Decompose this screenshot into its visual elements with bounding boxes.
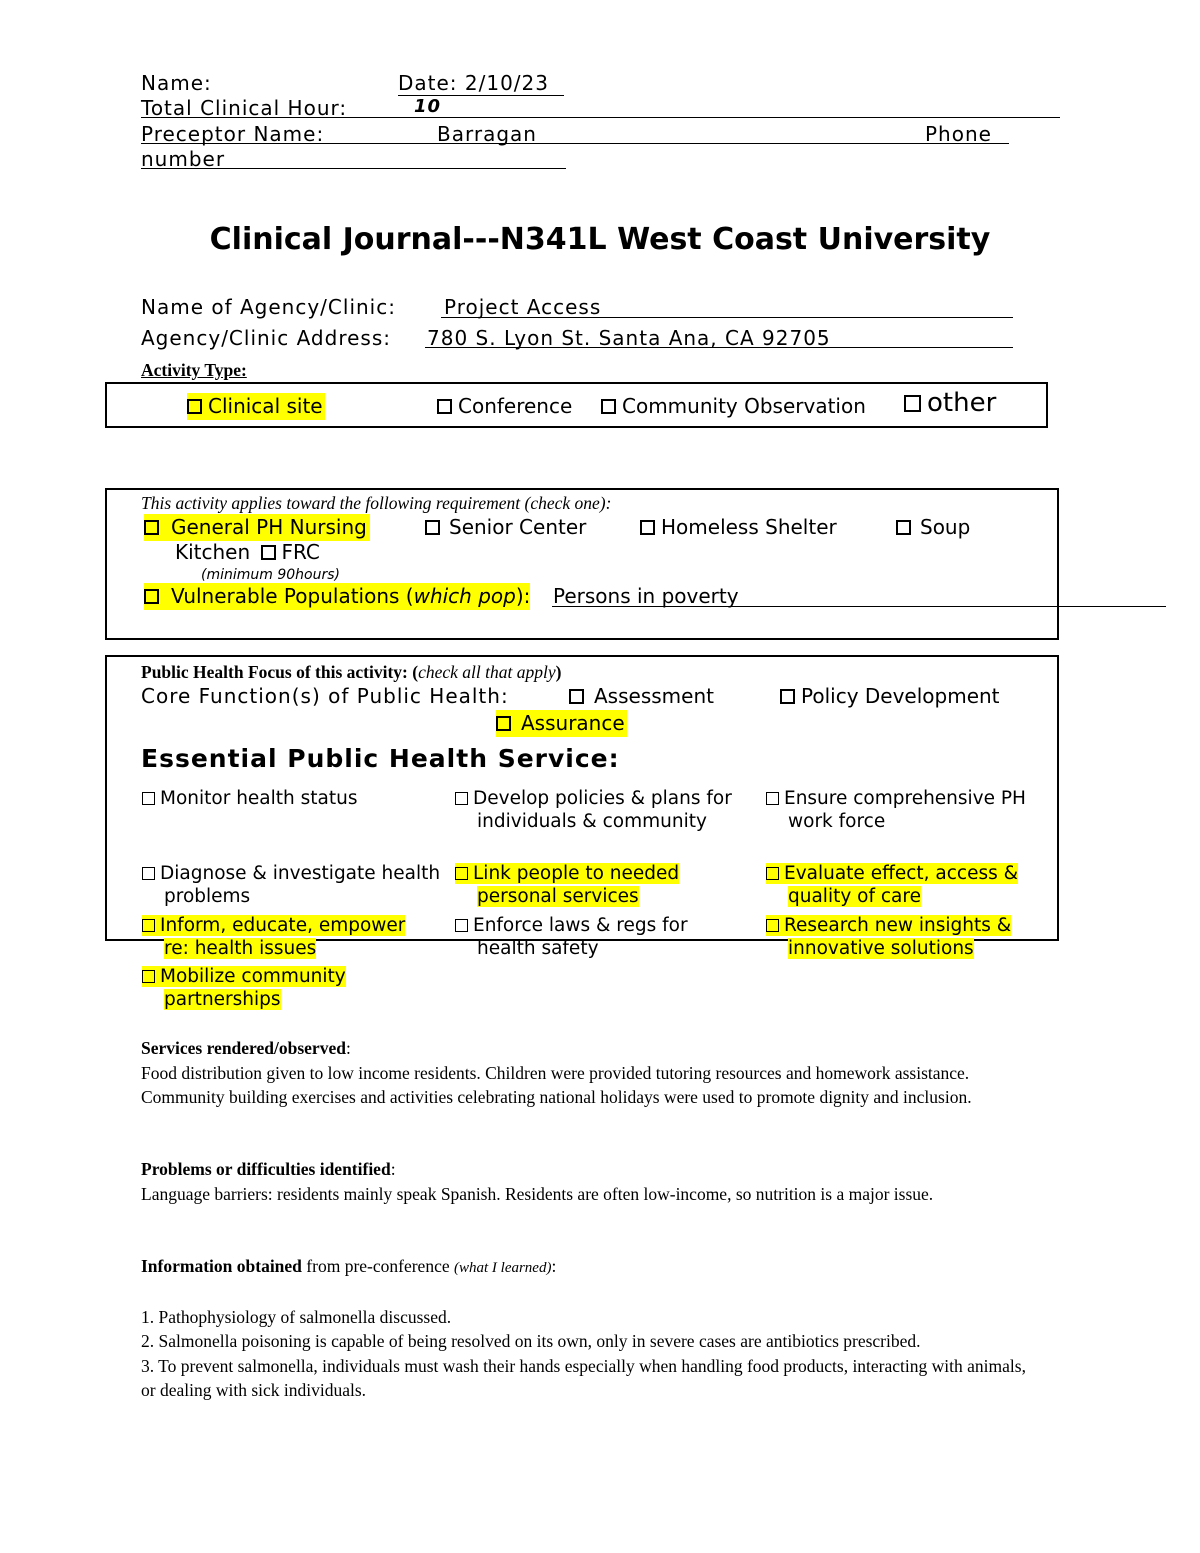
activity-type-label: Activity Type: <box>141 360 247 380</box>
information-label: Information obtained <box>141 1256 302 1276</box>
req-kitchen-frc[interactable]: Kitchen FRC <box>175 540 320 564</box>
other-checkbox[interactable] <box>904 395 921 412</box>
number-label: number <box>141 147 226 171</box>
preceptor-label: Preceptor Name: <box>141 122 325 146</box>
phone-label: Phone <box>925 122 992 146</box>
activity-option-clinical[interactable]: Clinical site <box>187 394 325 418</box>
preceptor-value: Barragan <box>437 122 537 146</box>
conference-checkbox[interactable] <box>437 399 452 414</box>
minimum-hours-note: (minimum 90hours) <box>201 567 340 583</box>
services-rendered-section: Services rendered/observed: Food distribution given to low income residents. Children were provided tutoring resources and homework assistance. Community building exercises and activities celebrating national holidays were used to promote dignity and inclusion. <box>141 1036 1041 1110</box>
diagnose-checkbox[interactable] <box>142 867 155 880</box>
agency-address-value: 780 S. Lyon St. Santa Ana, CA 92705 <box>427 326 831 350</box>
req-homeless-shelter[interactable]: Homeless Shelter <box>640 515 837 539</box>
activity-option-conference[interactable]: Conference <box>437 394 572 418</box>
service-inform[interactable]: Inform, educate, empower re: health issues <box>142 914 434 960</box>
assessment-checkbox[interactable] <box>569 689 584 704</box>
req-general-ph[interactable]: General PH Nursing <box>144 515 370 539</box>
req-soup[interactable]: Soup <box>896 515 970 539</box>
date-label: Date: 2/10/23 <box>398 71 549 95</box>
problems-text: Language barriers: residents mainly speak Spanish. Residents are often low-income, so nutrition is a major issue. <box>141 1183 934 1204</box>
service-diagnose[interactable]: Diagnose & investigate health problems <box>142 862 442 908</box>
services-rendered-text: Food distribution given to low income residents. Children were provided tutoring resources and homework assistance. Community building exercises and activities celebrating national holidays were used to promote dignity and inclusion. <box>141 1062 972 1107</box>
problems-section: Problems or difficulties identified: Language barriers: residents mainly speak Spanish. Residents are often low-income, so nutrition is a major issue. <box>141 1157 1041 1206</box>
service-evaluate[interactable]: Evaluate effect, access & quality of care <box>766 862 1051 908</box>
activity-option-community[interactable]: Community Observation <box>601 394 866 418</box>
mobilize-checkbox[interactable] <box>142 970 155 983</box>
policy-development-checkbox[interactable] <box>780 689 795 704</box>
service-link[interactable]: Link people to needed personal services <box>455 862 710 908</box>
vulnerable-value: Persons in poverty <box>553 584 739 608</box>
service-develop[interactable]: Develop policies & plans for individuals & community <box>455 787 755 833</box>
agency-name-value: Project Access <box>444 295 602 319</box>
frc-checkbox[interactable] <box>261 545 276 560</box>
service-ensure[interactable]: Ensure comprehensive PH work force <box>766 787 1056 833</box>
hours-value: 10 <box>414 96 442 117</box>
service-monitor[interactable]: Monitor health status <box>142 787 442 810</box>
monitor-checkbox[interactable] <box>142 792 155 805</box>
information-item-1: 1. Pathophysiology of salmonella discussed. <box>141 1306 452 1327</box>
core-assessment[interactable]: Assessment <box>569 684 714 708</box>
general-ph-checkbox[interactable] <box>144 520 159 535</box>
services-rendered-label: Services rendered/observed <box>141 1038 346 1058</box>
req-senior-center[interactable]: Senior Center <box>425 515 586 539</box>
evaluate-checkbox[interactable] <box>766 867 779 880</box>
enforce-checkbox[interactable] <box>455 919 468 932</box>
service-enforce[interactable]: Enforce laws & regs for health safety <box>455 914 740 960</box>
focus-label: Public Health Focus of this activity: (check all that apply) <box>141 662 562 682</box>
core-function-label: Core Function(s) of Public Health: <box>141 684 509 708</box>
vulnerable-populations-checkbox[interactable] <box>144 589 159 604</box>
link-checkbox[interactable] <box>455 867 468 880</box>
core-policy[interactable]: Policy Development <box>780 684 1000 708</box>
agency-address-label: Agency/Clinic Address: <box>141 326 391 350</box>
req-vulnerable[interactable]: Vulnerable Populations (which pop): <box>144 584 530 608</box>
assurance-checkbox[interactable] <box>496 716 511 731</box>
clinical-site-checkbox[interactable] <box>187 399 202 414</box>
core-assurance[interactable]: Assurance <box>496 711 627 735</box>
agency-name-label: Name of Agency/Clinic: <box>141 295 396 319</box>
ensure-checkbox[interactable] <box>766 792 779 805</box>
name-label: Name: <box>141 71 212 95</box>
information-item-2: 2. Salmonella poisoning is capable of being resolved on its own, only in severe cases are antibiotics prescribed. <box>141 1331 921 1351</box>
page-title: Clinical Journal---N341L West Coast University <box>209 222 991 257</box>
develop-checkbox[interactable] <box>455 792 468 805</box>
hours-label: Total Clinical Hour: <box>141 96 348 120</box>
inform-checkbox[interactable] <box>142 919 155 932</box>
service-mobilize[interactable]: Mobilize community partnerships <box>142 965 382 1011</box>
requirement-intro: This activity applies toward the following requirement (check one): <box>141 493 612 513</box>
information-item-3: 3. To prevent salmonella, individuals must wash their hands especially when handling food products, interacting with animals, or dealing with sick individuals. <box>141 1355 1026 1400</box>
senior-center-checkbox[interactable] <box>425 520 440 535</box>
essential-service-title: Essential Public Health Service: <box>141 744 620 773</box>
research-checkbox[interactable] <box>766 919 779 932</box>
date-field <box>398 71 564 96</box>
information-section: Information obtained from pre-conference (what I learned): 1. Pathophysiology of salmonella discussed. 2. Salmonella poisoning is capable of being resolved on its own, only in severe cases are antibiotics prescribed. 3. To prevent salmonella, individuals must wash their hands especially when handling food products, interacting with animals, or dealing with sick individuals. <box>141 1254 1041 1403</box>
problems-label: Problems or difficulties identified <box>141 1159 391 1179</box>
activity-option-other[interactable]: other <box>904 388 996 418</box>
soup-kitchen-checkbox[interactable] <box>896 520 911 535</box>
homeless-shelter-checkbox[interactable] <box>640 520 655 535</box>
community-observation-checkbox[interactable] <box>601 399 616 414</box>
service-research[interactable]: Research new insights & innovative solutions <box>766 914 1046 960</box>
